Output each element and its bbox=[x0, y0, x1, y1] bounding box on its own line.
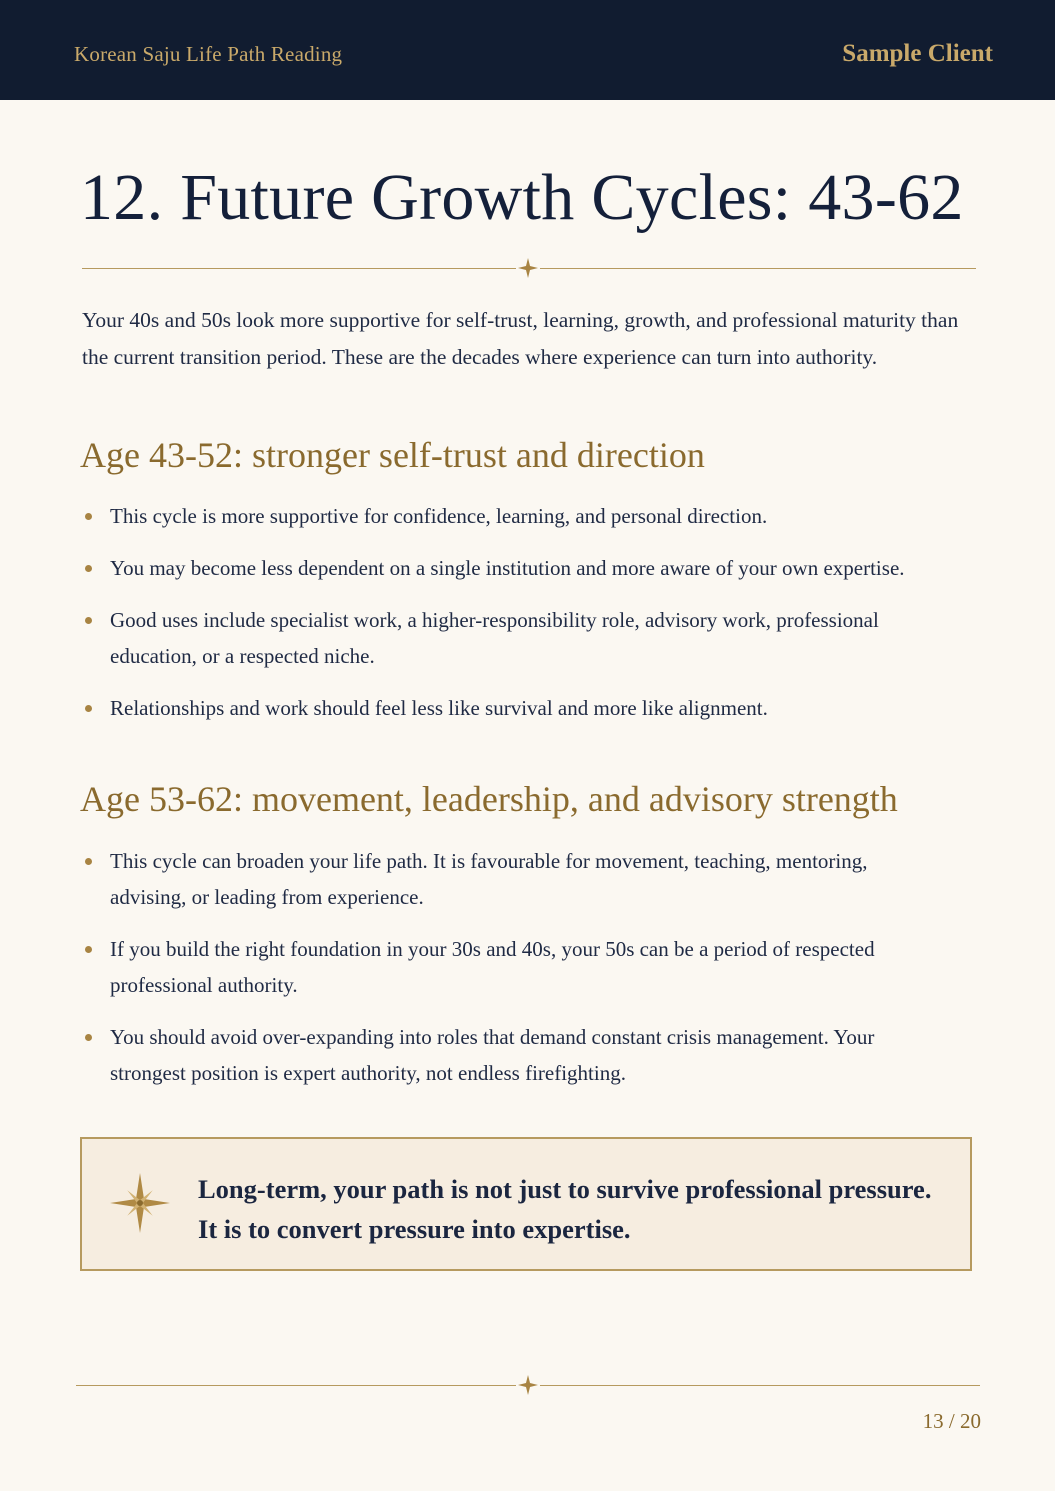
list-item: Good uses include specialist work, a higher-responsibility role, advisory work, professional education, or a respected niche. bbox=[82, 602, 930, 674]
client-name: Sample Client bbox=[842, 40, 993, 67]
divider-star-icon bbox=[518, 258, 538, 278]
section-heading-53-62: Age 53-62: movement, leadership, and advisory strength bbox=[80, 779, 898, 819]
bullet-dot-icon bbox=[85, 617, 92, 624]
page-number: 13 / 20 bbox=[922, 1409, 981, 1433]
list-item: You should avoid over-expanding into roles that demand constant crisis management. Your strongest position is expert authority, not endless firefighting. bbox=[82, 1019, 920, 1091]
bullet-dot-icon bbox=[85, 513, 92, 520]
callout-line-1: Long-term, your path is not just to survive professional pressure. bbox=[198, 1174, 932, 1204]
intro-paragraph: Your 40s and 50s look more supportive for self-trust, learning, growth, and professional maturity than the current transition period. These are the decades where experience can turn into authority. bbox=[82, 308, 959, 369]
list-item: If you build the right foundation in your 30s and 40s, your 50s can be a period of respected professional authority. bbox=[82, 931, 920, 1003]
list-item: This cycle is more supportive for confidence, learning, and personal direction. bbox=[82, 498, 962, 534]
title-divider-right bbox=[540, 268, 976, 269]
bullet-dot-icon bbox=[85, 946, 92, 953]
bullet-list-53-62 bbox=[82, 843, 962, 1091]
bullet-dot-icon bbox=[85, 858, 92, 865]
callout-line-2: It is to convert pressure into expertise. bbox=[198, 1214, 631, 1244]
callout-text bbox=[198, 1169, 958, 1249]
list-item: You may become less dependent on a single institution and more aware of your own expertise. bbox=[82, 550, 962, 586]
bullet-dot-icon bbox=[85, 705, 92, 712]
footer-star-icon bbox=[518, 1375, 538, 1395]
list-item: Relationships and work should feel less like survival and more like alignment. bbox=[82, 690, 962, 726]
section-heading-43-52: Age 43-52: stronger self-trust and direction bbox=[80, 435, 705, 475]
callout-box bbox=[80, 1137, 972, 1271]
page-title: 12. Future Growth Cycles: 43-62 bbox=[80, 161, 964, 234]
header-bar bbox=[0, 0, 1055, 100]
report-name: Korean Saju Life Path Reading bbox=[74, 42, 343, 66]
title-divider-left bbox=[82, 268, 516, 269]
compass-star-icon bbox=[108, 1171, 172, 1235]
bullet-dot-icon bbox=[85, 1034, 92, 1041]
footer-divider-left bbox=[76, 1385, 516, 1386]
list-item: This cycle can broaden your life path. It is favourable for movement, teaching, mentoring, advising, or leading from experience. bbox=[82, 843, 920, 915]
bullet-list-43-52 bbox=[82, 498, 962, 726]
bullet-dot-icon bbox=[85, 565, 92, 572]
footer-divider-right bbox=[540, 1385, 980, 1386]
